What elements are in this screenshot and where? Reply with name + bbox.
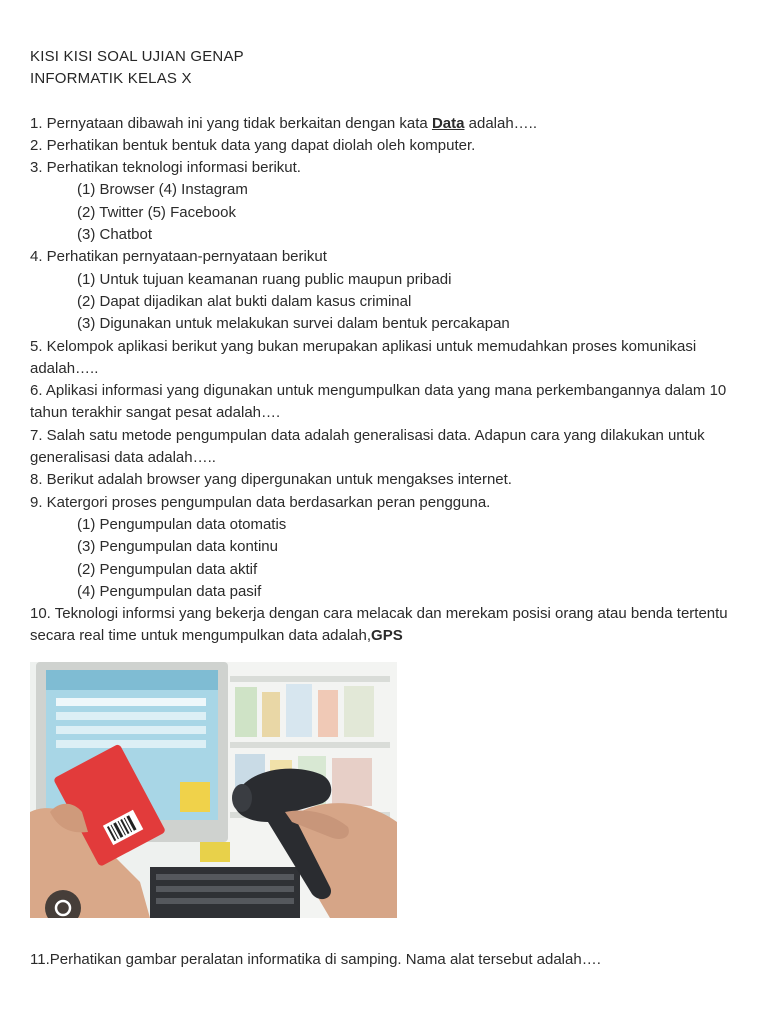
question-3-option: (1) Browser (4) Instagram xyxy=(77,181,248,199)
question-1-text: 1. Pernyataan dibawah ini yang tidak berkaitan dengan kata xyxy=(30,114,432,132)
question-3-option: (2) Twitter (5) Facebook xyxy=(77,203,236,221)
question-1-suffix: adalah….. xyxy=(464,114,538,132)
question-3: 3. Perhatikan teknologi informasi berikut. xyxy=(30,159,301,177)
question-10 xyxy=(30,603,740,648)
question-11: 11.Perhatikan gambar peralatan informatika di samping. Nama alat tersebut adalah…. xyxy=(30,951,601,968)
document-title-line-2: INFORMATIK KELAS X xyxy=(30,70,192,88)
question-4-option: (1) Untuk tujuan keamanan ruang public maupun pribadi xyxy=(77,270,452,288)
question-9-option: (4) Pengumpulan data pasif xyxy=(77,582,262,600)
spacer xyxy=(30,91,740,113)
question-1-emphasis: Data xyxy=(431,114,465,132)
question-9-option: (1) Pengumpulan data otomatis xyxy=(77,515,287,533)
question-9-option: (2) Pengumpulan data aktif xyxy=(77,560,258,578)
question-4-option: (3) Digunakan untuk melakukan survei dalam bentuk percakapan xyxy=(77,315,510,333)
question-8: 8. Berikut adalah browser yang dipergunakan untuk mengakses internet. xyxy=(30,471,512,489)
question-5: 5. Kelompok aplikasi berikut yang bukan merupakan aplikasi untuk memudahkan proses komunikasi adalah….. xyxy=(30,337,697,377)
document-body xyxy=(30,46,740,648)
question-9: 9. Katergori proses pengumpulan data berdasarkan peran pengguna. xyxy=(30,493,491,511)
question-1 xyxy=(30,113,740,135)
question-2: 2. Perhatikan bentuk bentuk data yang dapat diolah oleh komputer. xyxy=(30,136,476,154)
question-10-answer: GPS xyxy=(371,627,403,645)
question-4-option: (2) Dapat dijadikan alat bukti dalam kasus criminal xyxy=(77,292,412,310)
barcode-scanner-illustration xyxy=(30,662,397,918)
question-7: 7. Salah satu metode pengumpulan data adalah generalisasi data. Adapun cara yang dilakukan untuk generalisasi data adalah….. xyxy=(30,426,705,467)
question-4: 4. Perhatikan pernyataan-pernyataan berikut xyxy=(30,248,327,266)
question-10-text: 10. Teknologi informsi yang bekerja dengan cara melacak dan merekam posisi orang atau benda tertentu secara real time untuk mengumpulkan data adalah, xyxy=(30,605,728,645)
document-title-line-1: KISI KISI SOAL UJIAN GENAP xyxy=(30,48,244,65)
question-9-option: (3) Pengumpulan data kontinu xyxy=(77,538,278,556)
question-6: 6. Aplikasi informasi yang digunakan untuk mengumpulkan data yang mana perkembangannya dalam 10 tahun terakhir sangat pesat adalah…. xyxy=(30,382,727,422)
question-3-option: (3) Chatbot xyxy=(77,226,153,244)
barcode-scanner-photo xyxy=(30,662,397,918)
